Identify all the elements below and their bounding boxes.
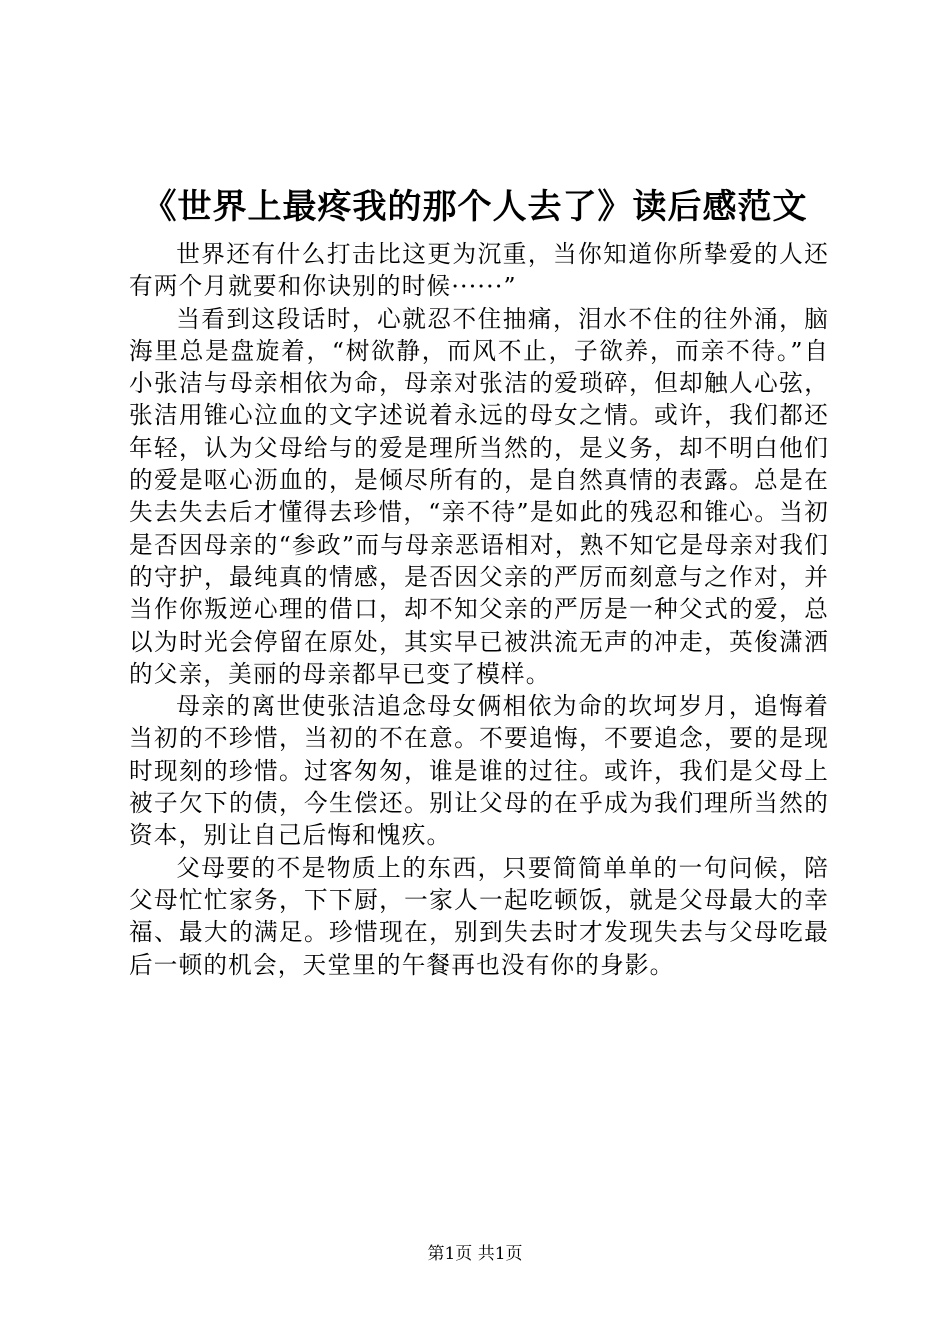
paragraph-1: 世界还有什么打击比这更为沉重，当你知道你所挚爱的人还有两个月就要和你诀别的时候······” — [129, 240, 829, 301]
paragraph-2: 当看到这段话时，心就忍不住抽痛，泪水不住的往外涌，脑海里总是盘旋着，“树欲静，而风不止，子欲养，而亲不待。”自小张洁与母亲相依为命，母亲对张洁的爱琐碎，但却触人心弦，张洁用锥心泣血的文字述说着永远的母女之情。或许，我们都还年轻，认为父母给与的爱是理所当然的，是义务，却不明白他们的爱是呕心沥血的，是倾尽所有的，是自然真情的表露。总是在失去失去后才懂得去珍惜，“亲不待”是如此的残忍和锥心。当初是否因母亲的“参政”而与母亲恶语相对，熟不知它是母亲对我们的守护，最纯真的情感，是否因父亲的严厉而刻意与之作对，并当作你叛逆心理的借口，却不知父亲的严厉是一种父式的爱，总以为时光会停留在原处，其实早已被洪流无声的冲走，英俊潇洒的父亲，美丽的母亲都早已变了模样。 — [129, 304, 829, 688]
paragraph-4: 父母要的不是物质上的东西，只要简简单单的一句问候，陪父母忙忙家务，下下厨，一家人一起吃顿饭，就是父母最大的幸福、最大的满足。珍惜现在，别到失去时才发现失去与父母吃最后一顿的机会，天堂里的午餐再也没有你的身影。 — [129, 853, 829, 979]
document-title: 《世界上最疼我的那个人去了》读后感范文 — [142, 187, 808, 227]
paragraph-3: 母亲的离世使张洁追念母女俩相依为命的坎坷岁月，追悔着当初的不珍惜，当初的不在意。不要追悔，不要追念，要的是现时现刻的珍惜。过客匆匆，谁是谁的过往。或许，我们是父母上被子欠下的债，今生偿还。别让父母的在乎成为我们理所当然的资本，别让自己后悔和愧疚。 — [129, 692, 829, 850]
page-footer: 第1页 共1页 — [427, 1244, 523, 1264]
document-body — [129, 238, 829, 981]
